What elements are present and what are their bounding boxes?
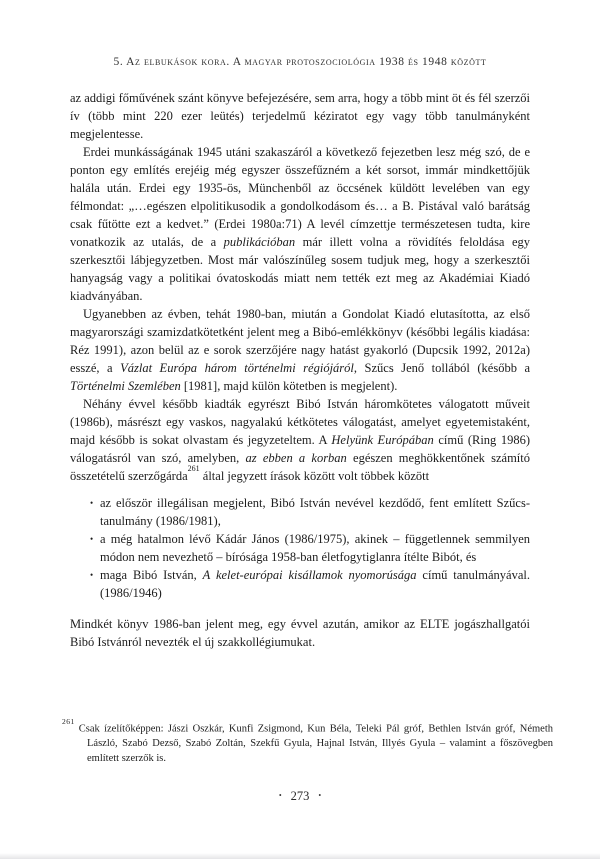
list-item bbox=[70, 530, 530, 566]
footnote-text bbox=[79, 723, 553, 764]
page-content bbox=[62, 89, 553, 859]
list-item-text bbox=[100, 532, 530, 564]
bullet-list bbox=[70, 494, 530, 602]
italic-text: Történelmi Szemlében bbox=[70, 379, 181, 393]
page-number: 273 bbox=[290, 789, 310, 803]
footnote-marker: 261 bbox=[62, 716, 75, 726]
bullet-icon: • bbox=[90, 534, 94, 544]
paragraph bbox=[70, 305, 530, 395]
list-item-text bbox=[100, 496, 530, 528]
text-run: Erdei munkásságának 1945 utáni szakaszáról a következő fejezetben lesz még szó, de e ponton egy említés erejéig még egyszer összefűzném a két sorsot, immár mindkettőjük halála után. Erdei egy 1935-ös, Münchenből az öccsének küldött levelében van egy félmondat: „…egészen elpolitikusodik a gondolkodásom és… a B. Pistával való barátság csak fűtötte ezt a kedvet.” (Erdei 1980a:71) A levél címzettje természetesen tudta, kire vonatkozik az utalás, de a bbox=[70, 145, 530, 249]
text-run: által jegyzett írások között volt többek között bbox=[199, 469, 430, 483]
text-run: Ugyanebben az évben, tehát 1980-ban, miután a Gondolat Kiadó elutasította, az első magyarországi szamizdatkötetként jelent meg a Bibó-emlékkönyv (későbbi legális kiadása: Réz 1991), azon belül az e sorok szerzőjére nagy hatást gyakorló (Dupcsik 1992, 2012a) esszé, a bbox=[70, 307, 530, 375]
text-run: maga Bibó István, bbox=[100, 568, 203, 582]
italic-text: Helyünk Európában bbox=[331, 433, 434, 447]
paragraph bbox=[70, 143, 530, 305]
list-item bbox=[70, 566, 530, 602]
running-head: 5. Az elbukások kora. A magyar protoszociológia 1938 és 1948 között bbox=[113, 56, 487, 68]
text-run: egészen meghökkentőnek számító összetételű szerzőgárda bbox=[70, 451, 530, 483]
footnote-reference: 261 bbox=[187, 464, 200, 474]
paragraph bbox=[70, 89, 530, 143]
bullet-icon: • bbox=[90, 570, 94, 580]
paragraph bbox=[70, 615, 530, 651]
list-item-text bbox=[100, 568, 530, 600]
page-number-ornament-right-icon: • bbox=[318, 791, 322, 800]
text-run: az először illegálisan megjelent, Bibó István nevével kezdődő, fent említett Szűcs-tanulmány (1986/1981), bbox=[100, 496, 530, 528]
page-number-line bbox=[70, 789, 530, 807]
text-run: Néhány évvel később kiadták egyrészt Bibó István háromkötetes válogatott műveit (1986b), másrészt egy vaskos, nagyalakú kétkötetes válogatást, amelyet egyetemistaként, majd később is sokat olvastam és jegyzeteltem. A bbox=[70, 397, 530, 447]
italic-text: publikációban bbox=[223, 235, 296, 249]
bullet-icon: • bbox=[90, 498, 94, 508]
text-run: , Szűcs Jenő tollából (később a bbox=[353, 361, 531, 375]
text-run: már illett volna a rövidítés feloldása egy szerkesztői lábjegyzetben. Most már valószínűleg sosem tudjuk meg, hogy a szerkesztői hanyagság vagy a politikai óvatoskodás miatt nem tették ezt meg az Akadémiai Kiadó kiadványában. bbox=[70, 235, 530, 303]
page-edge-shadow bbox=[0, 853, 600, 859]
paragraph bbox=[70, 395, 530, 485]
page-number-ornament-left-icon: • bbox=[278, 791, 282, 800]
text-run: című (Ring 1986) válogatásról van szó, amelyben, bbox=[70, 433, 530, 465]
body-text bbox=[70, 89, 530, 651]
text-run: az addigi főművének szánt könyve befejezésére, sem arra, hogy a több mint öt és fél szerzői ív (több mint 220 ezer leütés) terjedelmű kéziratot egy vagy több tanulmányként megjelentesse. bbox=[70, 91, 530, 141]
text-run: a még hatalmon lévő Kádár János (1986/1975), akinek – függetlennek semmilyen módon nem nevezhető – bírósága 1958-ban életfogytiglanra ítélte Bibót, és bbox=[100, 532, 530, 564]
text-run: [1981], majd külön kötetben is megjelent). bbox=[180, 379, 398, 393]
italic-text: Vázlat Európa három történelmi régiójáról bbox=[120, 361, 354, 375]
text-run: Mindkét könyv 1986-ban jelent meg, egy évvel azután, amikor az ELTE jogászhallgatói Bibó Istvánról nevezték el új szakkollégiumukat. bbox=[70, 617, 530, 649]
italic-text: az ebben a korban bbox=[245, 451, 347, 465]
text-run: című tanulmányával. (1986/1946) bbox=[100, 568, 530, 600]
text-run: Csak ízelítőképpen: Jászi Oszkár, Kunfi Zsigmond, Kun Béla, Teleki Pál gróf, Bethlen István gróf, Németh László, Szabó Dezső, Szabó Zoltán, Szekfű Gyula, Hajnal István, Illyés Gyula – valamint a főszövegben említett szerzők is. bbox=[78, 723, 553, 764]
footnote bbox=[62, 717, 553, 767]
list-item bbox=[70, 494, 530, 530]
italic-text: A kelet-európai kisállamok nyomorúsága bbox=[202, 568, 417, 582]
